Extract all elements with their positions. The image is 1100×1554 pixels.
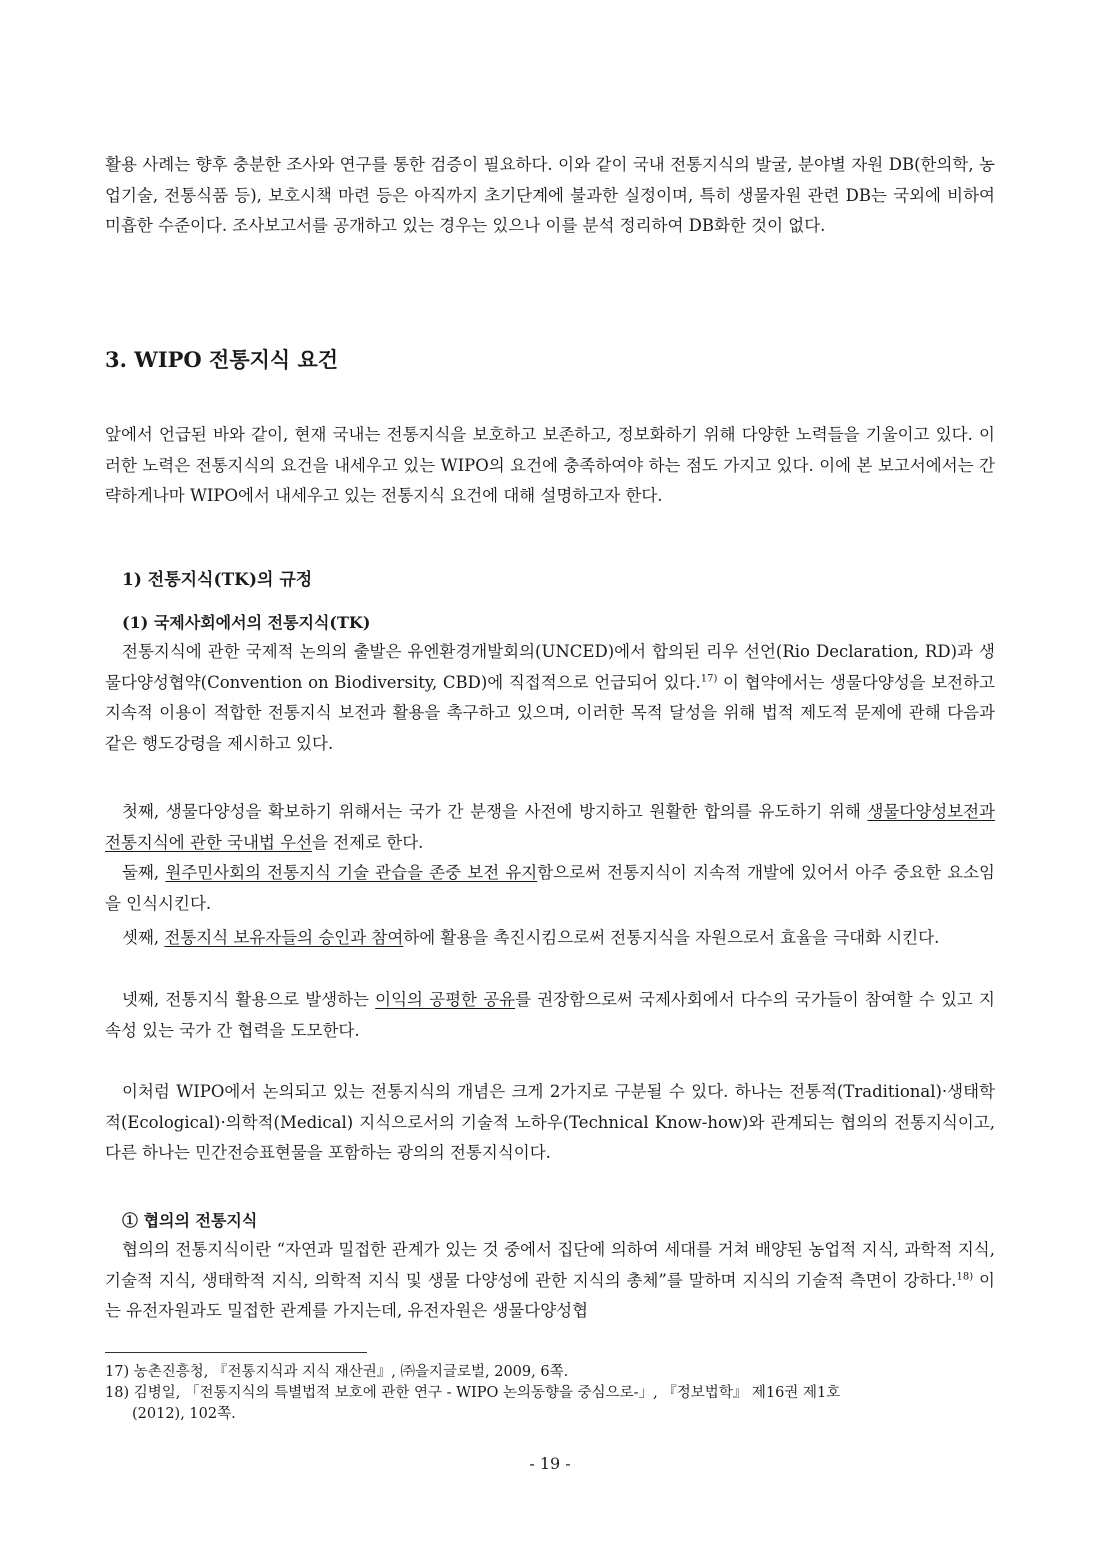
item-first bbox=[105, 797, 995, 858]
item-third-underline: 전통지식 보유자들의 승인과 참여 bbox=[164, 928, 404, 947]
footnote-18 bbox=[105, 1383, 995, 1424]
footnote-18-number: 18) bbox=[105, 1385, 130, 1401]
footnote-18-text: 김병일, 「전통지식의 특별법적 보호에 관한 연구 - WIPO 논의동향을 중심으로-」, 『정보법학』 제16권 제1호 bbox=[133, 1385, 841, 1401]
narrow-tk-title: ① 협의의 전통지식 bbox=[122, 1211, 258, 1230]
section-title: 3. WIPO 전통지식 요건 bbox=[105, 347, 339, 372]
subsection-title: 1) 전통지식(TK)의 규정 bbox=[122, 570, 313, 590]
section-intro-paragraph: 앞에서 언급된 바와 같이, 현재 국내는 전통지식을 보호하고 보존하고, 정보화하기 위해 다양한 노력들을 기울이고 있다. 이러한 노력은 전통지식의 요건을 내세우고 있는 WIPO의 요건에 충족하여야 하는 점도 가지고 있다. 이에 본 보고서에서는 간략하게나마 WIPO에서 내세우고 있는 전통지식 요건에 대해 설명하고자 한다. bbox=[105, 425, 995, 505]
footnote-17 bbox=[105, 1362, 995, 1383]
international-tk-text-rest: 이 협약에서는 생물다양성을 보전하고 지속적 이용이 적합한 전통지식 보전과 활용을 촉구하고 있으며, 이러한 목적 달성을 위해 법적 제도적 문제에 관해 다음과 같은 행도강령을 제시하고 있다. bbox=[105, 672, 995, 753]
item-fourth-post: 를 권장함으로써 국제사회에서 다수의 국가들이 참여할 수 있고 지속성 있는 국가 간 협력을 도모한다. bbox=[105, 990, 995, 1040]
item-fourth bbox=[105, 985, 995, 1046]
item-second-underline: 원주민사회의 전통지식 기술 관습을 존중 보전 유지 bbox=[165, 863, 538, 882]
item-fourth-pre: 넷째, 전통지식 활용으로 발생하는 bbox=[122, 990, 376, 1009]
item-first-post: 을 전제로 한다. bbox=[312, 832, 424, 852]
narrow-tk-paragraph bbox=[105, 1235, 995, 1327]
footnote-17-number: 17) bbox=[105, 1364, 130, 1380]
concept-paragraph: 이처럼 WIPO에서 논의되고 있는 전통지식의 개념은 크게 2가지로 구분될 수 있다. 하나는 전통적(Traditional)·생태학적(Ecological)·의학적(Medical) 지식으로서의 기술적 노하우(Technical Know-how)와 관계되는 협의의 전통지식이고, 다른 하나는 민간전승표현물을 포함하는 광의의 전통지식이다. bbox=[105, 1082, 995, 1162]
item-second-pre: 둘째, bbox=[122, 863, 166, 882]
item-second-post: 함으로써 전통지식이 지속적 개발에 있어서 아주 중요한 요소임을 인식시킨다. bbox=[105, 863, 995, 913]
item-first-underline: 생물다양성보전과 전통지식에 관한 국내법 우선 bbox=[105, 802, 995, 852]
page-number: - 19 - bbox=[529, 1454, 571, 1473]
subsubsection-title: (1) 국제사회에서의 전통지식(TK) bbox=[122, 613, 371, 632]
item-second bbox=[105, 858, 995, 919]
narrow-tk-text: 협의의 전통지식이란 “자연과 밀접한 관계가 있는 것 중에서 집단에 의하여 세대를 거쳐 배양된 농업적 지식, 과학적 지식, 기술적 지식, 생태학적 지식, 의학적 지식 및 생물 다양성에 관한 지식의 총체”를 말하며 지식의 기술적 측면이 강하다. bbox=[105, 1240, 995, 1290]
footnote-divider bbox=[105, 1352, 367, 1353]
footnote-ref-17: 17) bbox=[700, 673, 718, 684]
footnote-17-text: 농촌진흥청, 『전통지식과 지식 재산권』, ㈜을지글로벌, 2009, 6쪽. bbox=[133, 1364, 569, 1380]
footnote-18-continuation: (2012), 102쪽. bbox=[132, 1405, 236, 1422]
intro-paragraph: 활용 사례는 향후 충분한 조사와 연구를 통한 검증이 필요하다. 이와 같이 국내 전통지식의 발굴, 분야별 자원 DB(한의학, 농업기술, 전통식품 등), 보호시책 마련 등은 아직까지 초기단계에 불과한 실정이며, 특히 생물자원 관련 DB는 국외에 비하여 미흡한 수준이다. 조사보고서를 공개하고 있는 경우는 있으나 이를 분석 정리하여 DB화한 것이 없다. bbox=[105, 155, 995, 235]
narrow-tk-text-rest: 이는 유전자원과도 밀접한 관계를 가지는데, 유전자원은 생물다양성협 bbox=[105, 1270, 995, 1320]
footnote-ref-18: 18) bbox=[956, 1271, 974, 1282]
item-third bbox=[105, 923, 995, 954]
international-tk-paragraph bbox=[105, 637, 995, 759]
item-third-pre: 셋째, bbox=[122, 928, 165, 947]
item-fourth-underline: 이익의 공평한 공유 bbox=[375, 990, 516, 1009]
international-tk-text: 전통지식에 관한 국제적 논의의 출발은 유엔환경개발회의(UNCED)에서 합의된 리우 선언(Rio Declaration, RD)과 생물다양성협약(Convention on Biodiversity, CBD)에 직접적으로 언급되어 있다. bbox=[105, 642, 995, 692]
item-third-post: 하에 활용을 촉진시킴으로써 전통지식을 자원으로서 효율을 극대화 시킨다. bbox=[403, 928, 940, 947]
item-first-pre: 첫째, 생물다양성을 확보하기 위해서는 국가 간 분쟁을 사전에 방지하고 원활한 합의를 유도하기 위해 bbox=[122, 802, 868, 821]
